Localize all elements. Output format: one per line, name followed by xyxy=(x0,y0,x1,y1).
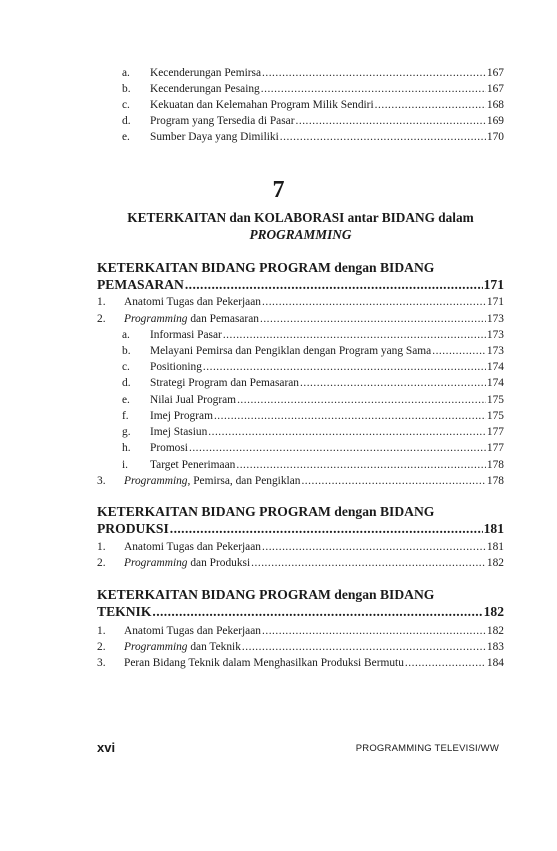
toc-entry-text: Imej Stasiun xyxy=(150,426,208,438)
toc-entry-text: Kecenderungan Pesaing xyxy=(150,83,260,95)
leader-dots xyxy=(262,66,486,80)
toc-entry-text-italic: Programming xyxy=(124,557,188,569)
toc-entry-text: Melayani Pemirsa dan Pengiklan dengan Program yang Sama xyxy=(150,345,432,357)
leader-dots xyxy=(280,130,486,144)
toc-entry-page: 169 xyxy=(486,115,504,127)
toc-entry-text-italic: Programming xyxy=(124,313,188,325)
toc-entry-page: 174 xyxy=(486,377,504,389)
toc-entry-number: 2. xyxy=(97,641,106,653)
toc-entry-number: h. xyxy=(122,442,131,454)
toc-entry-number: 2. xyxy=(97,313,106,325)
toc-entry-page: 177 xyxy=(486,442,504,454)
section-heading-line2: PEMASARAN xyxy=(97,277,184,292)
toc-entry-text: Strategi Program dan Pemasaran xyxy=(150,377,299,389)
toc-entry-page: 175 xyxy=(486,394,504,406)
toc-entry-text: dan Teknik xyxy=(187,641,241,653)
toc-entry-page: 171 xyxy=(486,296,504,308)
toc-entry-page: 173 xyxy=(486,329,504,341)
toc-entry-text: Anatomi Tugas dan Pekerjaan xyxy=(124,296,261,308)
leader-dots xyxy=(300,376,486,390)
section-heading-line1: KETERKAITAN BIDANG PROGRAM dengan BIDANG xyxy=(97,587,435,602)
toc-entry-page: 182 xyxy=(486,557,504,569)
toc-entry-number: c. xyxy=(122,99,130,111)
chapter-title-line2: PROGRAMMING xyxy=(249,227,352,242)
section-heading-line2: TEKNIK xyxy=(97,604,152,619)
leader-dots xyxy=(262,624,486,638)
toc-entry-page: 167 xyxy=(486,83,504,95)
leader-dots xyxy=(237,393,486,407)
toc-entry-page: 183 xyxy=(486,641,504,653)
toc-entry-page: 170 xyxy=(486,131,504,143)
toc-entry-page: 168 xyxy=(486,99,504,111)
leader-dots xyxy=(236,458,486,472)
section-heading-line2: PRODUKSI xyxy=(97,521,169,536)
leader-dots xyxy=(189,441,486,455)
toc-entry-text: Program yang Tersedia di Pasar xyxy=(150,115,295,127)
section-heading xyxy=(97,259,504,293)
toc-entry-number: 1. xyxy=(97,541,106,553)
toc-entry-number: 1. xyxy=(97,296,106,308)
section-heading-line1: KETERKAITAN BIDANG PROGRAM dengan BIDANG xyxy=(97,504,435,519)
toc-entry-text: Promosi xyxy=(150,442,188,454)
section-heading-line1: KETERKAITAN BIDANG PROGRAM dengan BIDANG xyxy=(97,260,435,275)
toc-entry-text: Kekuatan dan Kelemahan Program Milik Sendiri xyxy=(150,99,374,111)
toc-entry-page: 182 xyxy=(486,625,504,637)
leader-dots xyxy=(262,540,486,554)
toc-entry-page: 184 xyxy=(486,657,504,669)
toc-entry-number: d. xyxy=(122,377,131,389)
section-page: 171 xyxy=(483,277,504,292)
toc-entry-page: 167 xyxy=(486,67,504,79)
section-heading xyxy=(97,503,504,537)
section-page: 181 xyxy=(483,521,504,536)
leader-dots xyxy=(185,276,483,293)
toc-entry-number: 2. xyxy=(97,557,106,569)
leader-dots xyxy=(301,474,485,488)
toc-entry-page: 173 xyxy=(486,313,504,325)
toc-entry-number: i. xyxy=(122,459,129,471)
toc-entry-page: 178 xyxy=(486,475,504,487)
toc-entry-text: dan Pemasaran xyxy=(187,313,259,325)
chapter-title xyxy=(97,209,504,243)
section-page: 182 xyxy=(483,604,504,619)
toc-entry-number: a. xyxy=(122,329,130,341)
leader-dots xyxy=(170,520,483,537)
toc-entry-number: f. xyxy=(122,410,129,422)
leader-dots xyxy=(262,295,486,309)
toc-entry-text: Target Penerimaan xyxy=(150,459,236,471)
leader-dots xyxy=(223,328,486,342)
running-title: PROGRAMMING TELEVISI/WW xyxy=(355,743,499,754)
leader-dots xyxy=(203,360,486,374)
leader-dots xyxy=(242,640,486,654)
toc-entry-number: 3. xyxy=(97,657,106,669)
toc-entry-page: 178 xyxy=(486,459,504,471)
toc-entry-number: e. xyxy=(122,131,130,143)
leader-dots xyxy=(214,409,486,423)
toc-entry-number: d. xyxy=(122,115,131,127)
leader-dots xyxy=(405,656,486,670)
leader-dots xyxy=(296,114,486,128)
toc-entry-page: 175 xyxy=(486,410,504,422)
toc-entry-text: Nilai Jual Program xyxy=(150,394,237,406)
toc-entry-text: Positioning xyxy=(150,361,202,373)
toc-entry-number: g. xyxy=(122,426,131,438)
toc-entry-text: Anatomi Tugas dan Pekerjaan xyxy=(124,625,261,637)
toc-entry-page: 173 xyxy=(486,345,504,357)
toc-entry-text: Sumber Daya yang Dimiliki xyxy=(150,131,279,143)
toc-entry-page: 181 xyxy=(486,541,504,553)
leader-dots xyxy=(375,98,486,112)
leader-dots xyxy=(432,344,486,358)
leader-dots xyxy=(260,312,486,326)
toc-entry-number: e. xyxy=(122,394,130,406)
toc-entry-number: 3. xyxy=(97,475,106,487)
toc-entry-text: Imej Program xyxy=(150,410,213,422)
toc-entry-page: 177 xyxy=(486,426,504,438)
toc-entry-number: b. xyxy=(122,83,131,95)
toc-entry-text-italic: Programming xyxy=(124,475,188,487)
toc-entry-text: Peran Bidang Teknik dalam Menghasilkan Produksi Bermutu xyxy=(124,657,404,669)
chapter-title-line1: KETERKAITAN dan KOLABORASI antar BIDANG dalam xyxy=(127,210,474,225)
toc-entry-text: Informasi Pasar xyxy=(150,329,222,341)
toc-entry-number: a. xyxy=(122,67,130,79)
toc-entry-number: 1. xyxy=(97,625,106,637)
leader-dots xyxy=(152,603,482,620)
toc-entry-number: b. xyxy=(122,345,131,357)
leader-dots xyxy=(261,82,486,96)
leader-dots xyxy=(251,556,486,570)
chapter-number: 7 xyxy=(272,177,285,203)
leader-dots xyxy=(208,425,486,439)
toc-entry-text: Kecenderungan Pemirsa xyxy=(150,67,262,79)
toc-entry-text-italic: Programming xyxy=(124,641,188,653)
page-number: xvi xyxy=(97,740,116,755)
toc-entry-text: Anatomi Tugas dan Pekerjaan xyxy=(124,541,261,553)
toc-entry-page: 174 xyxy=(486,361,504,373)
toc-entry-number: c. xyxy=(122,361,130,373)
toc-entry-text: dan Produksi xyxy=(187,557,251,569)
section-heading xyxy=(97,586,504,620)
toc-entry-text: , Pemirsa, dan Pengiklan xyxy=(187,475,301,487)
